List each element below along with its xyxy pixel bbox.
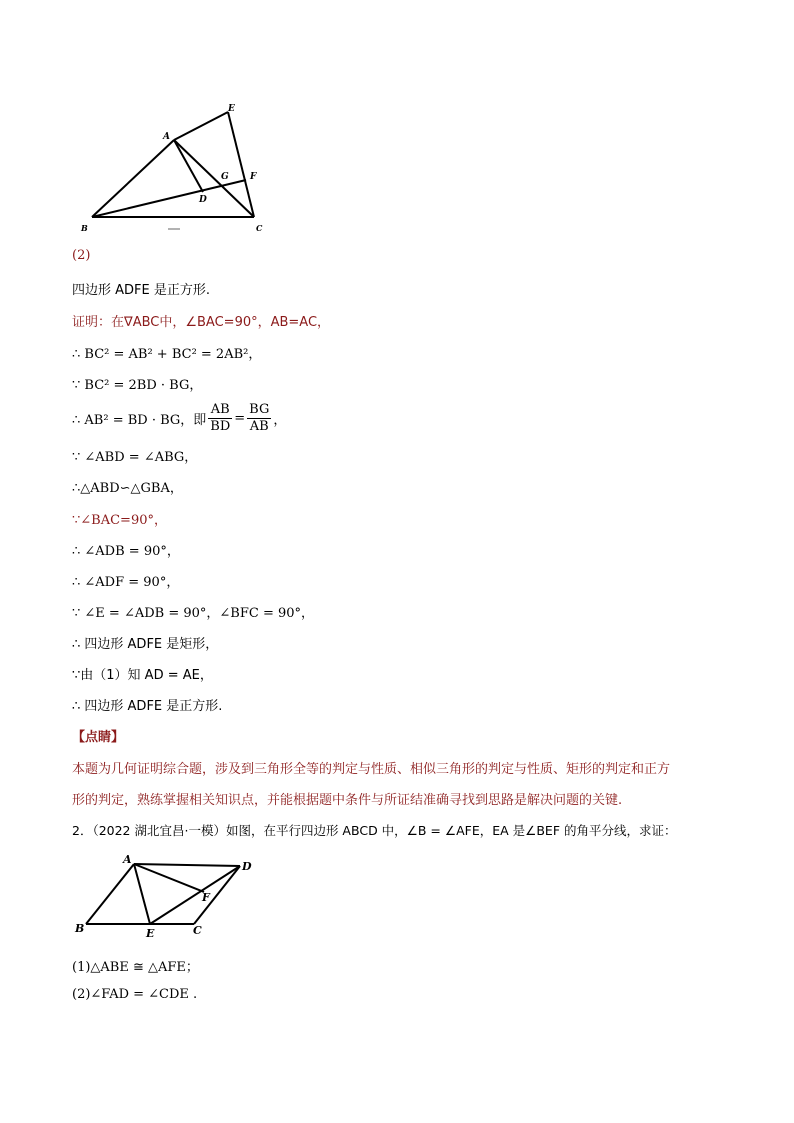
fraction-left-denominator: BD [210, 418, 231, 434]
problem-2-question-1: (1)△ABE ≅ △AFE； [72, 960, 199, 975]
figure-2-parallelogram-diagram [70, 852, 270, 942]
conclusion-intro [72, 279, 210, 298]
segment-ac [174, 140, 254, 217]
segment-ec [228, 112, 254, 217]
label-c: C [256, 223, 263, 233]
fraction-bg-ab [247, 402, 271, 435]
proof-step-8: ∴ ∠ADF = 90°， [72, 575, 180, 590]
label-f: F [202, 891, 210, 904]
label-b: B [81, 223, 88, 233]
proof-step-2: ∵ BC² = 2BD · BG， [72, 378, 203, 393]
label-g: G [221, 172, 229, 182]
proof-step-10: ∴ 四边形 ADFE 是矩形， [72, 637, 219, 652]
segment-cd [194, 866, 240, 924]
label-e: E [228, 104, 235, 114]
label-d: D [199, 195, 207, 205]
proof-step-7: ∴ ∠ADB = 90°， [72, 544, 180, 559]
label-b: B [75, 922, 85, 935]
segment-ba [92, 140, 174, 217]
label-f: F [250, 172, 257, 182]
fraction-right-denominator: AB [249, 418, 269, 434]
figure-1-triangle-diagram [70, 100, 290, 240]
label-a: A [163, 132, 170, 142]
segment-bf [92, 180, 246, 217]
part-label: (2) [72, 248, 91, 263]
problem-2-statement: 2．（2022 湖北宜昌·一模）如图，在平行四边形 ABCD 中，∠B = ∠AFE，EA 是∠BEF 的角平分线，求证： [72, 823, 677, 838]
segment-ad [134, 864, 240, 866]
proof-step-4: ∵ ∠ABD = ∠ABG， [72, 450, 198, 465]
fraction-ab-bd [208, 402, 232, 435]
segment-ae [134, 864, 150, 924]
label-a: A [123, 853, 132, 866]
proof-step-5: ∴△ABD∽△GBA， [72, 481, 183, 496]
proof-step-1: ∴ BC² = AB² + BC² = 2AB²， [72, 347, 262, 362]
segment-ab [86, 864, 134, 924]
step3-suffix: ， [273, 412, 287, 428]
comment-heading: 【点睛】 [72, 730, 125, 745]
proof-step-9: ∵ ∠E = ∠ADB = 90°，∠BFC = 90°， [72, 606, 315, 621]
label-d: D [242, 860, 252, 873]
proof-step-3 [72, 400, 286, 436]
fraction-left-numerator: AB [208, 402, 232, 419]
comment-line-1: 本题为几何证明综合题，涉及到三角形全等的判定与性质、相似三角形的判定与性质、矩形的判定和正方 [72, 762, 671, 777]
equals-sign: = [234, 410, 246, 426]
comment-line-2: 形的判定，熟练掌握相关知识点，并能根据题中条件与所证结准确寻找到思路是解决问题的关键. [72, 793, 623, 808]
proof-step-12: ∴ 四边形 ADFE 是正方形. [72, 699, 223, 714]
proof-step-6: ∵∠BAC=90°， [72, 513, 167, 528]
step3-prefix: ∴ AB² = BD · BG，即 [72, 412, 207, 428]
label-c: C [193, 924, 202, 937]
proof-step-11: ∵由（1）知 AD = AE， [72, 668, 213, 683]
segment-ad [174, 140, 203, 192]
fraction-right-numerator: BG [249, 401, 270, 417]
segment-af [134, 864, 204, 892]
label-e: E [146, 927, 155, 940]
segment-ed [150, 866, 240, 924]
conclusion-intro-text: 四边形 ADFE 是正方形. [72, 283, 210, 298]
segment-ae [174, 112, 228, 140]
proof-line: 证明：在∇ABC中，∠BAC=90°，AB=AC， [72, 315, 331, 330]
problem-2-question-2: (2)∠FAD = ∠CDE . [72, 987, 198, 1002]
